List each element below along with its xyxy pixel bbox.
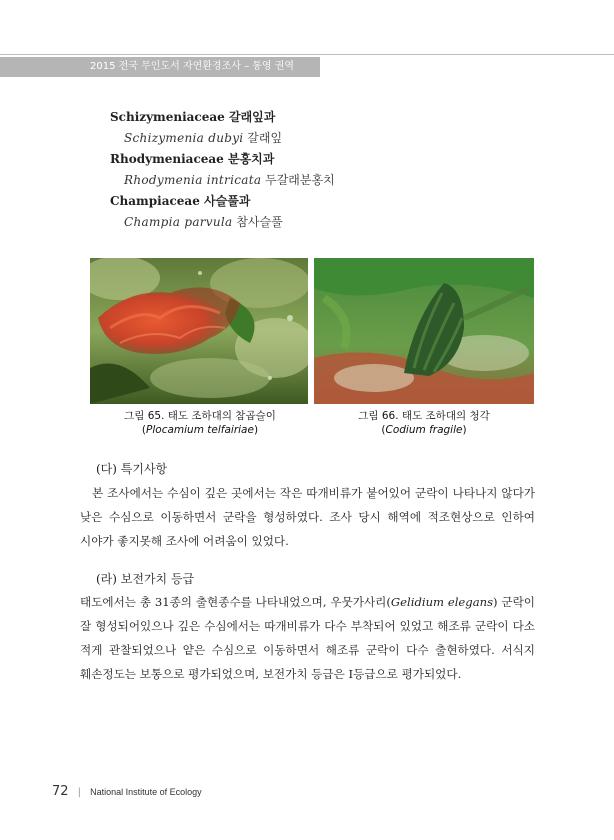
section-heading-conservation: (라) 보전가치 등급 (96, 572, 195, 586)
figure-66-caption (312, 409, 536, 437)
family-korean: 갈래잎과 (228, 110, 276, 124)
species-latin: Schizymenia dubyi (124, 131, 244, 145)
page-footer (52, 780, 202, 799)
caption-latin: (Plocamium telfairiae) (141, 424, 259, 436)
species-latin: Champia parvula (124, 215, 233, 229)
family-entry (110, 191, 335, 212)
family-latin: Champiaceae (110, 194, 200, 208)
family-latin: Rhodymeniaceae (110, 152, 224, 166)
species-latin: Rhodymenia intricata (124, 173, 262, 187)
species-korean: 갈래잎 (247, 131, 283, 145)
figure-65-photo (90, 258, 308, 404)
species-entry (110, 128, 335, 149)
family-latin: Schizymeniaceae (110, 110, 225, 124)
section-paragraph-conservation: 태도에서는 총 31종의 출현종수를 나타내었으며, 우뭇가사리(Gelidium elegans) 군락이 잘 형성되어있으나 깊은 수심에서는 따개비류가 다수 부착되어 있었고 해조류 군락이 다소 적게 관찰되었으나 얕은 수심으로 이동하면서 해조류 군락이 다수 출현하였다. 서식지 훼손정도는 보통으로 평가되었으며, 보전가치 등급은 Ⅰ등급으로 평가되었다. (80, 595, 535, 681)
running-header: 2015 전국 무인도서 자연환경조사 – 통영 권역 (0, 57, 320, 77)
species-entry (110, 170, 335, 191)
species-entry (110, 212, 335, 233)
family-entry (110, 107, 335, 128)
family-entry (110, 149, 335, 170)
header-rule (0, 54, 614, 55)
taxa-list (110, 107, 335, 233)
family-korean: 분홍치과 (228, 152, 275, 166)
page-number: 72 (52, 784, 69, 799)
caption-title: 그림 66. 태도 조하대의 청각 (358, 410, 490, 422)
figure-65-caption (88, 409, 312, 437)
species-korean: 참사슬풀 (236, 215, 283, 229)
figure-66-photo (314, 258, 534, 404)
section-heading-remarks: (다) 특기사항 (96, 462, 168, 476)
footer-organization: National Institute of Ecology (90, 787, 202, 797)
caption-title: 그림 65. 태도 조하대의 참곱슬이 (124, 410, 276, 422)
footer-separator: | (77, 787, 82, 798)
family-korean: 사슬풀과 (204, 194, 251, 208)
species-korean: 두갈래분홍치 (265, 173, 335, 187)
caption-latin: (Codium fragile) (381, 424, 467, 436)
section-paragraph-remarks: 본 조사에서는 수심이 깊은 곳에서는 작은 따개비류가 붙어있어 군락이 나타나지 않다가 낮은 수심으로 이동하면서 군락을 형성하였다. 조사 당시 해역에 적조현상으로 인하여 시야가 좋지못해 조사에 어려움이 있었다. (80, 486, 535, 548)
